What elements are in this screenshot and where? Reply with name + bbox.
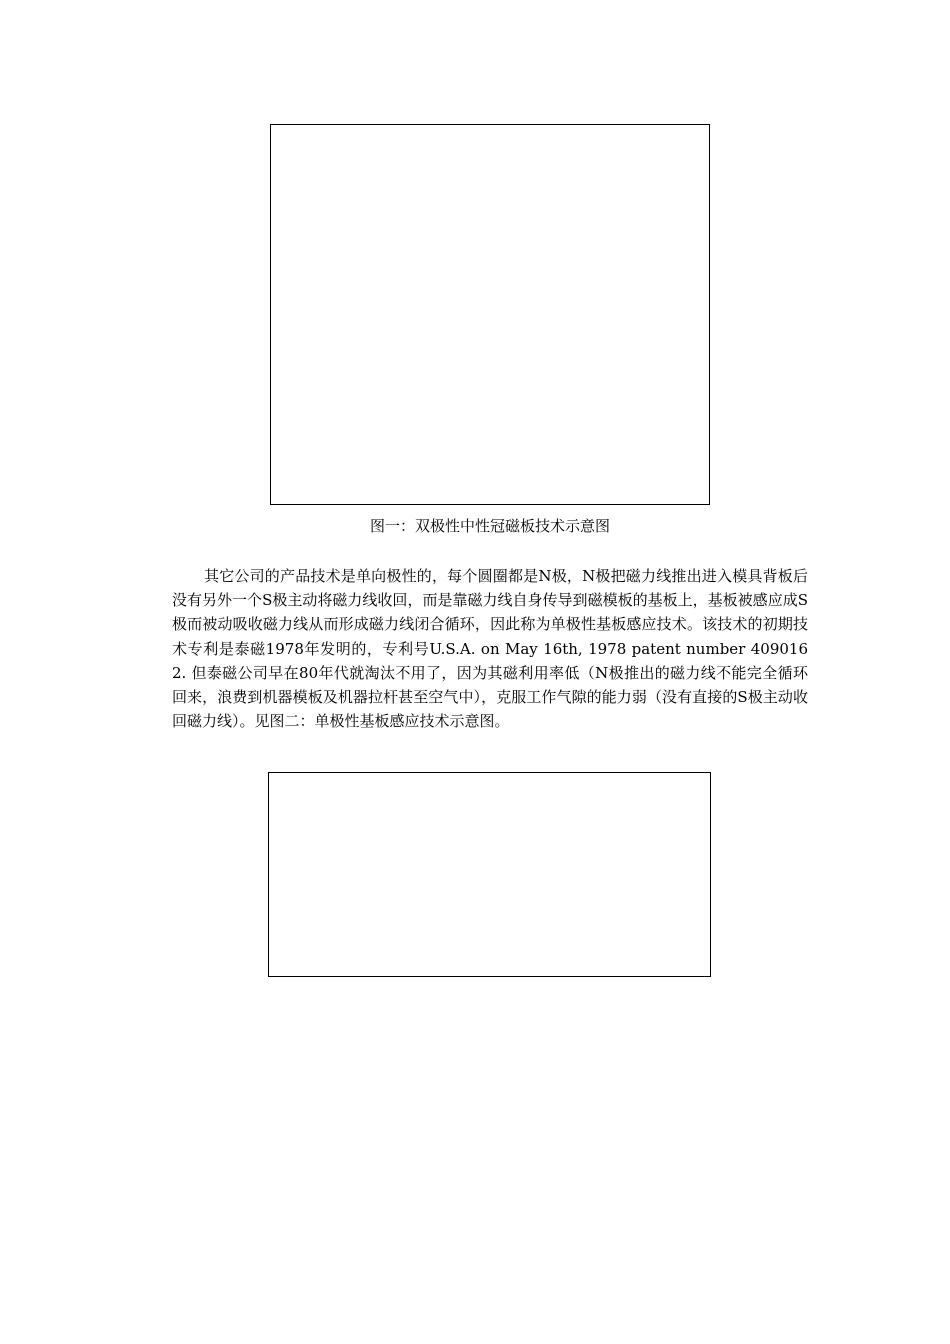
- figure-2-image: [268, 772, 711, 977]
- body-paragraph: 其它公司的产品技术是单向极性的，每个圆圈都是N极，N极把磁力线推出进入模具背板后没有另外一个S极主动将磁力线收回，而是靠磁力线自身传导到磁模板的基板上，基板被感应成S极而被动吸收磁力线从而形成磁力线闭合循环，因此称为单极性基板感应技术。该技术的初期技术专利是泰磁1978年发明的，专利号U.S.A. on May 16th, 1978 patent number 4090162. 但泰磁公司早在80年代就淘汰不用了，因为其磁利用率低（N极推出的磁力线不能完全循环回来，浪费到机器模板及机器拉杆甚至空气中），克服工作气隙的能力弱（没有直接的S极主动收回磁力线）。见图二：单极性基板感应技术示意图。: [172, 567, 808, 731]
- figure-1-caption: 图一：双极性中性冠磁板技术示意图: [369, 517, 610, 535]
- figure-1-image: [270, 124, 710, 505]
